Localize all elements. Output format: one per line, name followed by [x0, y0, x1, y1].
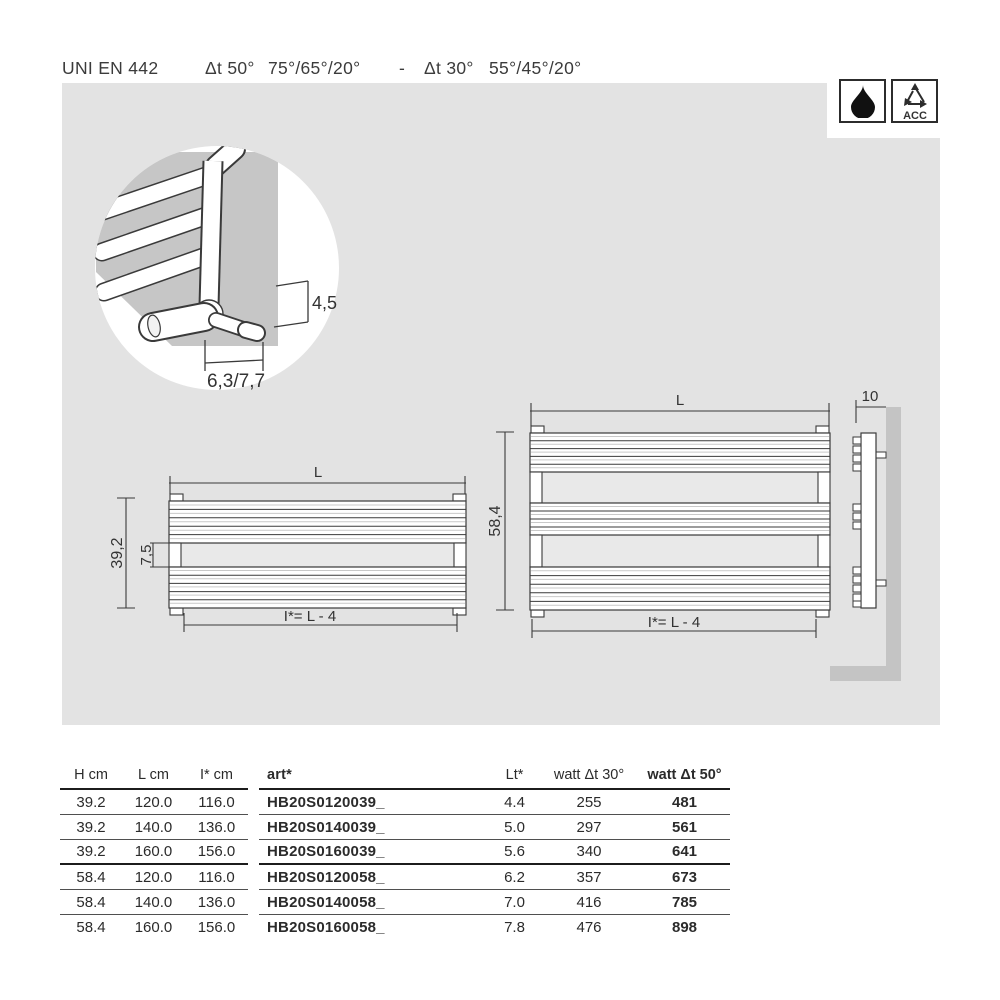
- recycle-icon: [896, 81, 934, 121]
- tube-group: [169, 567, 466, 608]
- water-drop-icon: [848, 84, 878, 118]
- table-row: HB20S0120058_ 6.2 357 673: [259, 865, 730, 890]
- front-view-small: [109, 464, 466, 632]
- table-header-row: [60, 760, 248, 790]
- interaxis-dim-label-large: I*= L - 4: [647, 614, 701, 631]
- col-header-l: L cm: [138, 767, 169, 783]
- table-row: 39.2 120.0 116.0: [60, 790, 248, 815]
- gap-band: [530, 472, 830, 503]
- tube-group: [169, 501, 466, 543]
- table-row: HB20S0160039_ 5.6 340 641: [259, 840, 730, 865]
- acc-label: ACC: [902, 110, 927, 121]
- table-row: 58.4 140.0 136.0: [60, 890, 248, 915]
- offset-dim-label: 4,5: [312, 293, 338, 313]
- col-header-watt30: watt Δt 30°: [553, 767, 625, 783]
- length-dim-label-small: L: [313, 464, 323, 481]
- dt50-label: Δt 50°: [205, 58, 255, 78]
- length-dim-label-large: L: [675, 392, 685, 409]
- table-row: 58.4 160.0 156.0: [76, 919, 236, 936]
- col-header-lt: Lt*: [505, 767, 524, 783]
- table-row: 39.2 160.0 156.0: [60, 840, 248, 865]
- recyclable-badge: [891, 79, 938, 123]
- col-header-watt50: watt Δt 50°: [647, 767, 722, 783]
- water-badge: [839, 79, 886, 123]
- collector-profile: [861, 433, 876, 608]
- drawing-panel: [62, 83, 940, 725]
- height-dim-label-small: 39,2: [109, 537, 126, 569]
- table-row: HB20S0140058_ 7.0 416 785: [259, 890, 730, 915]
- dt30-label: Δt 30°: [424, 58, 474, 78]
- table-row: HB20S0120039_ 4.4 255 481: [259, 790, 730, 815]
- table-row: HB20S0140039_ 5.0 297 561: [259, 815, 730, 840]
- gap-dim-label: 7,5: [138, 544, 155, 566]
- wall-brackets: [876, 452, 886, 586]
- dt50-temps: 75°/65°/20°: [268, 58, 361, 78]
- technical-drawing: [62, 83, 940, 725]
- side-view: [830, 388, 901, 681]
- gap-band: [169, 543, 466, 567]
- col-header-h: H cm: [74, 767, 108, 783]
- standard-label: UNI EN 442: [62, 58, 159, 78]
- tube-group: [530, 433, 830, 472]
- depth-dim-label: 10: [861, 388, 879, 405]
- valve-detail-view: [95, 146, 339, 392]
- table-header-row: [259, 760, 730, 790]
- tube-stubs: [853, 437, 861, 607]
- dt30-temps: 55°/45°/20°: [489, 58, 582, 78]
- articles-table: [259, 760, 730, 940]
- gap-band: [530, 535, 830, 567]
- front-view-large: [487, 392, 830, 638]
- spacing-dim-label: 6,3/7,7: [206, 371, 266, 392]
- dimensions-table: [60, 760, 248, 940]
- table-row: 39.2 140.0 136.0: [60, 815, 248, 840]
- separator-dash: -: [399, 58, 406, 78]
- tube-group: [530, 567, 830, 610]
- table-row: 58.4 120.0 116.0: [60, 865, 248, 890]
- height-dim-label-large: 58,4: [487, 505, 504, 537]
- table-row: HB20S0160058_ 7.8 476 898: [267, 919, 698, 936]
- interaxis-dim-label-small: I*= L - 4: [283, 608, 337, 625]
- tube-group: [530, 503, 830, 535]
- col-header-art: art*: [267, 767, 292, 783]
- col-header-i: I* cm: [199, 767, 234, 783]
